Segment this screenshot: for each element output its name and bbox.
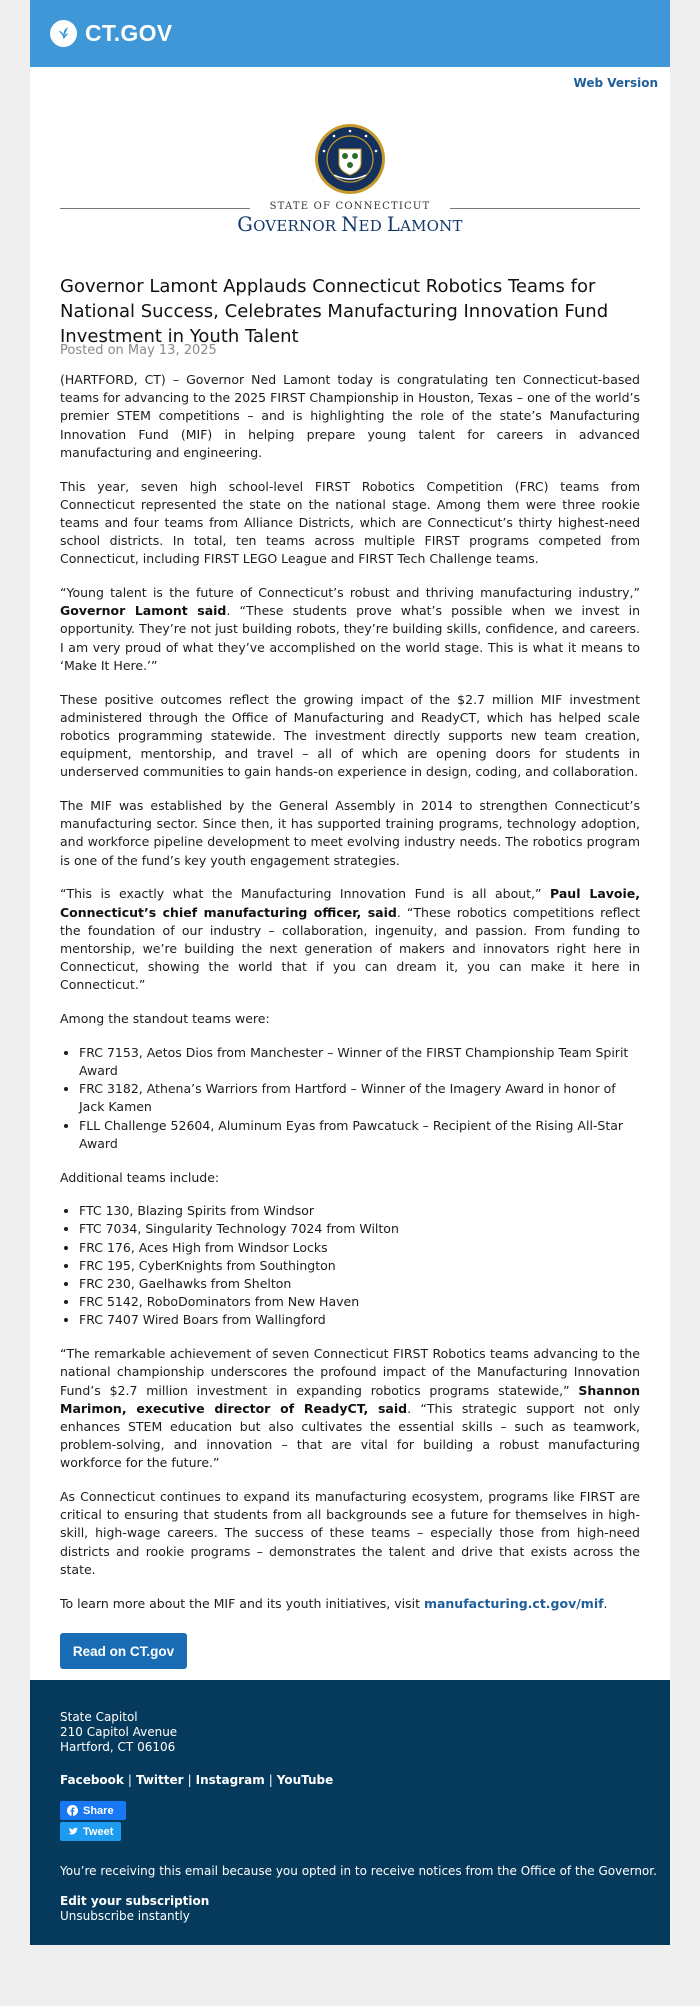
footer-address: State Capitol 210 Capitol Avenue Hartford, CT 06106	[60, 1710, 178, 1754]
ct-leaf-icon	[50, 20, 77, 47]
paragraph-5: The MIF was established by the General Assembly in 2014 to strengthen Connecticut’s manufacturing sector. Since then, it has supported training programs, technology adoption, and workforce pipeline development to meet evolving industry needs. The robotics program is one of the fund’s key youth engagement strategies.	[60, 798, 640, 868]
read-on-ctgov-button[interactable]: Read on CT.gov	[60, 1633, 187, 1669]
governor-name-wordmark: GOVERNOR NED LAMONT	[237, 213, 463, 236]
governor-seal	[314, 123, 386, 199]
article-body	[60, 342, 640, 1628]
additional-teams-list	[60, 1202, 640, 1329]
logo-text: CT.GOV	[85, 20, 173, 46]
list-item: • FRC 3182, Athena’s Warriors from Hartford – Winner of the Imagery Award in honor of Jack Kamen	[79, 1080, 640, 1116]
list-item: • FRC 5142, RoboDominators from New Haven	[79, 1293, 640, 1311]
list-item: • FLL Challenge 52604, Aluminum Eyas from Pawcatuck – Recipient of the Rising All-Star Award	[79, 1117, 640, 1153]
state-seal-icon	[314, 123, 386, 195]
ct-gov-logo[interactable]	[50, 20, 172, 47]
article-title: Governor Lamont Applauds Connecticut Robotics Teams for National Success, Celebrates Manufacturing Innovation Fund Investment in Youth Talent	[60, 276, 609, 347]
quote-speaker: Governor Lamont said	[60, 603, 227, 619]
social-links: Facebook | Twitter | Instagram | YouTube	[60, 1773, 334, 1787]
additional-intro: Additional teams include:	[60, 1169, 220, 1185]
list-item: • FTC 7034, Singularity Technology 7024 from Wilton	[79, 1220, 640, 1238]
email-container	[30, 0, 670, 1945]
paragraph-4: These positive outcomes reflect the growing impact of the $2.7 million MIF investment administered through the Office of Manufacturing and ReadyCT, which has helped scale robotics programming statewide. The investment directly supports new team creation, equipment, mentorship, and travel – all of which are opening doors for students in underserved communities to gain hands-on experience in design, coding, and collaboration.	[60, 691, 640, 780]
paragraph-2: This year, seven high school-level FIRST Robotics Competition (FRC) teams from Connecticut represented the state on the national stage. Among them were three rookie teams and four teams from Alliance Districts, which are Connecticut’s thirty highest-need school districts. In total, ten teams across multiple FIRST programs competed from Connecticut, including FIRST LEGO League and FIRST Tech Challenge teams.	[60, 478, 640, 567]
paragraph-3: “Young talent is the future of Connecticut’s robust and thriving manufacturing industry,” Governor Lamont said. “These students prove what’s possible when we invest in opportunity. They’re not just building robots, they’re building skills, confidence, and careers. I am very proud of what they’ve accomplished on the world stage. This is what it means to ‘Make It Here.’”	[60, 585, 640, 673]
footer	[30, 1680, 670, 1945]
youtube-link[interactable]: YouTube	[276, 1773, 334, 1787]
web-version-link[interactable]: Web Version	[573, 76, 658, 90]
twitter-bird-icon	[67, 1827, 78, 1837]
list-item: • FRC 230, Gaelhawks from Shelton	[79, 1275, 640, 1293]
standout-intro: Among the standout teams were:	[60, 1011, 270, 1027]
paragraph-7: “The remarkable achievement of seven Connecticut FIRST Robotics teams advancing to the national championship underscores the profound impact of the Manufacturing Innovation Fund’s $2.7 million investment in expanding robotics programs statewide,” Shannon Marimon, executive director of ReadyCT, said. “This strategic support not only enhances STEM education but also cultivates the essential skills – such as teamwork, problem-solving, and innovation – that are vital for building a robust manufacturing workforce for the future.”	[60, 1346, 640, 1471]
list-item: • FRC 7407 Wired Boars from Wallingford	[79, 1311, 640, 1329]
list-item: • FTC 130, Blazing Spirits from Windsor	[79, 1202, 640, 1220]
mif-link[interactable]: manufacturing.ct.gov/mif	[423, 1595, 604, 1611]
unsubscribe-link[interactable]: Unsubscribe instantly	[60, 1909, 190, 1923]
quote-speaker: Shannon Marimon, executive director of ReadyCT, said	[60, 1382, 640, 1416]
instagram-link[interactable]: Instagram	[195, 1773, 265, 1787]
quote-speaker: Paul Lavoie, Connecticut’s chief manufacturing officer, said	[60, 886, 641, 920]
paragraph-9: To learn more about the MIF and its youth initiatives, visit manufacturing.ct.gov/mif.	[60, 1595, 608, 1611]
facebook-icon	[67, 1805, 78, 1816]
top-banner	[30, 0, 670, 67]
standout-teams-list	[60, 1044, 640, 1153]
facebook-link[interactable]: Facebook	[60, 1773, 124, 1787]
state-of-connecticut-label: STATE OF CONNECTICUT	[269, 201, 431, 212]
email-body	[30, 67, 670, 1680]
list-item: • FRC 7153, Aetos Dios from Manchester – Winner of the FIRST Championship Team Spirit Award	[79, 1044, 640, 1080]
posted-date: Posted on May 13, 2025	[60, 343, 217, 358]
list-item: • FRC 176, Aces High from Windsor Locks	[79, 1239, 640, 1257]
twitter-link[interactable]: Twitter	[135, 1773, 184, 1787]
paragraph-8: As Connecticut continues to expand its manufacturing ecosystem, programs like FIRST are critical to ensuring that students from all backgrounds see a future for themselves in high-skill, high-wage careers. The success of these teams – especially those from high-need districts and rookie programs – demonstrates the talent and drive that exists across the state.	[60, 1489, 640, 1577]
subscription-notice: You’re receiving this email because you opted in to receive notices from the Office of the Governor.	[60, 1864, 657, 1878]
paragraph-6: “This is exactly what the Manufacturing Innovation Fund is all about,” Paul Lavoie, Connecticut’s chief manufacturing officer, said. “These robotics competitions reflect the foundation of our industry – collaboration, ingenuity, and passion. From funding to mentorship, we’re building the next generation of makers and innovators right here in Connecticut, showing the world that if you can dream it, you can make it here in Connecticut.”	[60, 886, 641, 993]
facebook-share-button[interactable]: Share	[60, 1801, 126, 1820]
edit-subscription-link[interactable]: Edit your subscription	[60, 1894, 210, 1908]
twitter-tweet-button[interactable]: Tweet	[60, 1822, 121, 1841]
list-item: • FRC 195, CyberKnights from Southington	[79, 1257, 640, 1275]
paragraph-1: (HARTFORD, CT) – Governor Ned Lamont today is congratulating ten Connecticut-based teams for advancing to the 2025 FIRST Championship in Houston, Texas – one of the world’s premier STEM competitions – and is highlighting the role of the state’s Manufacturing Innovation Fund (MIF) in helping prepare young talent for careers in advanced manufacturing and engineering.	[60, 372, 640, 460]
